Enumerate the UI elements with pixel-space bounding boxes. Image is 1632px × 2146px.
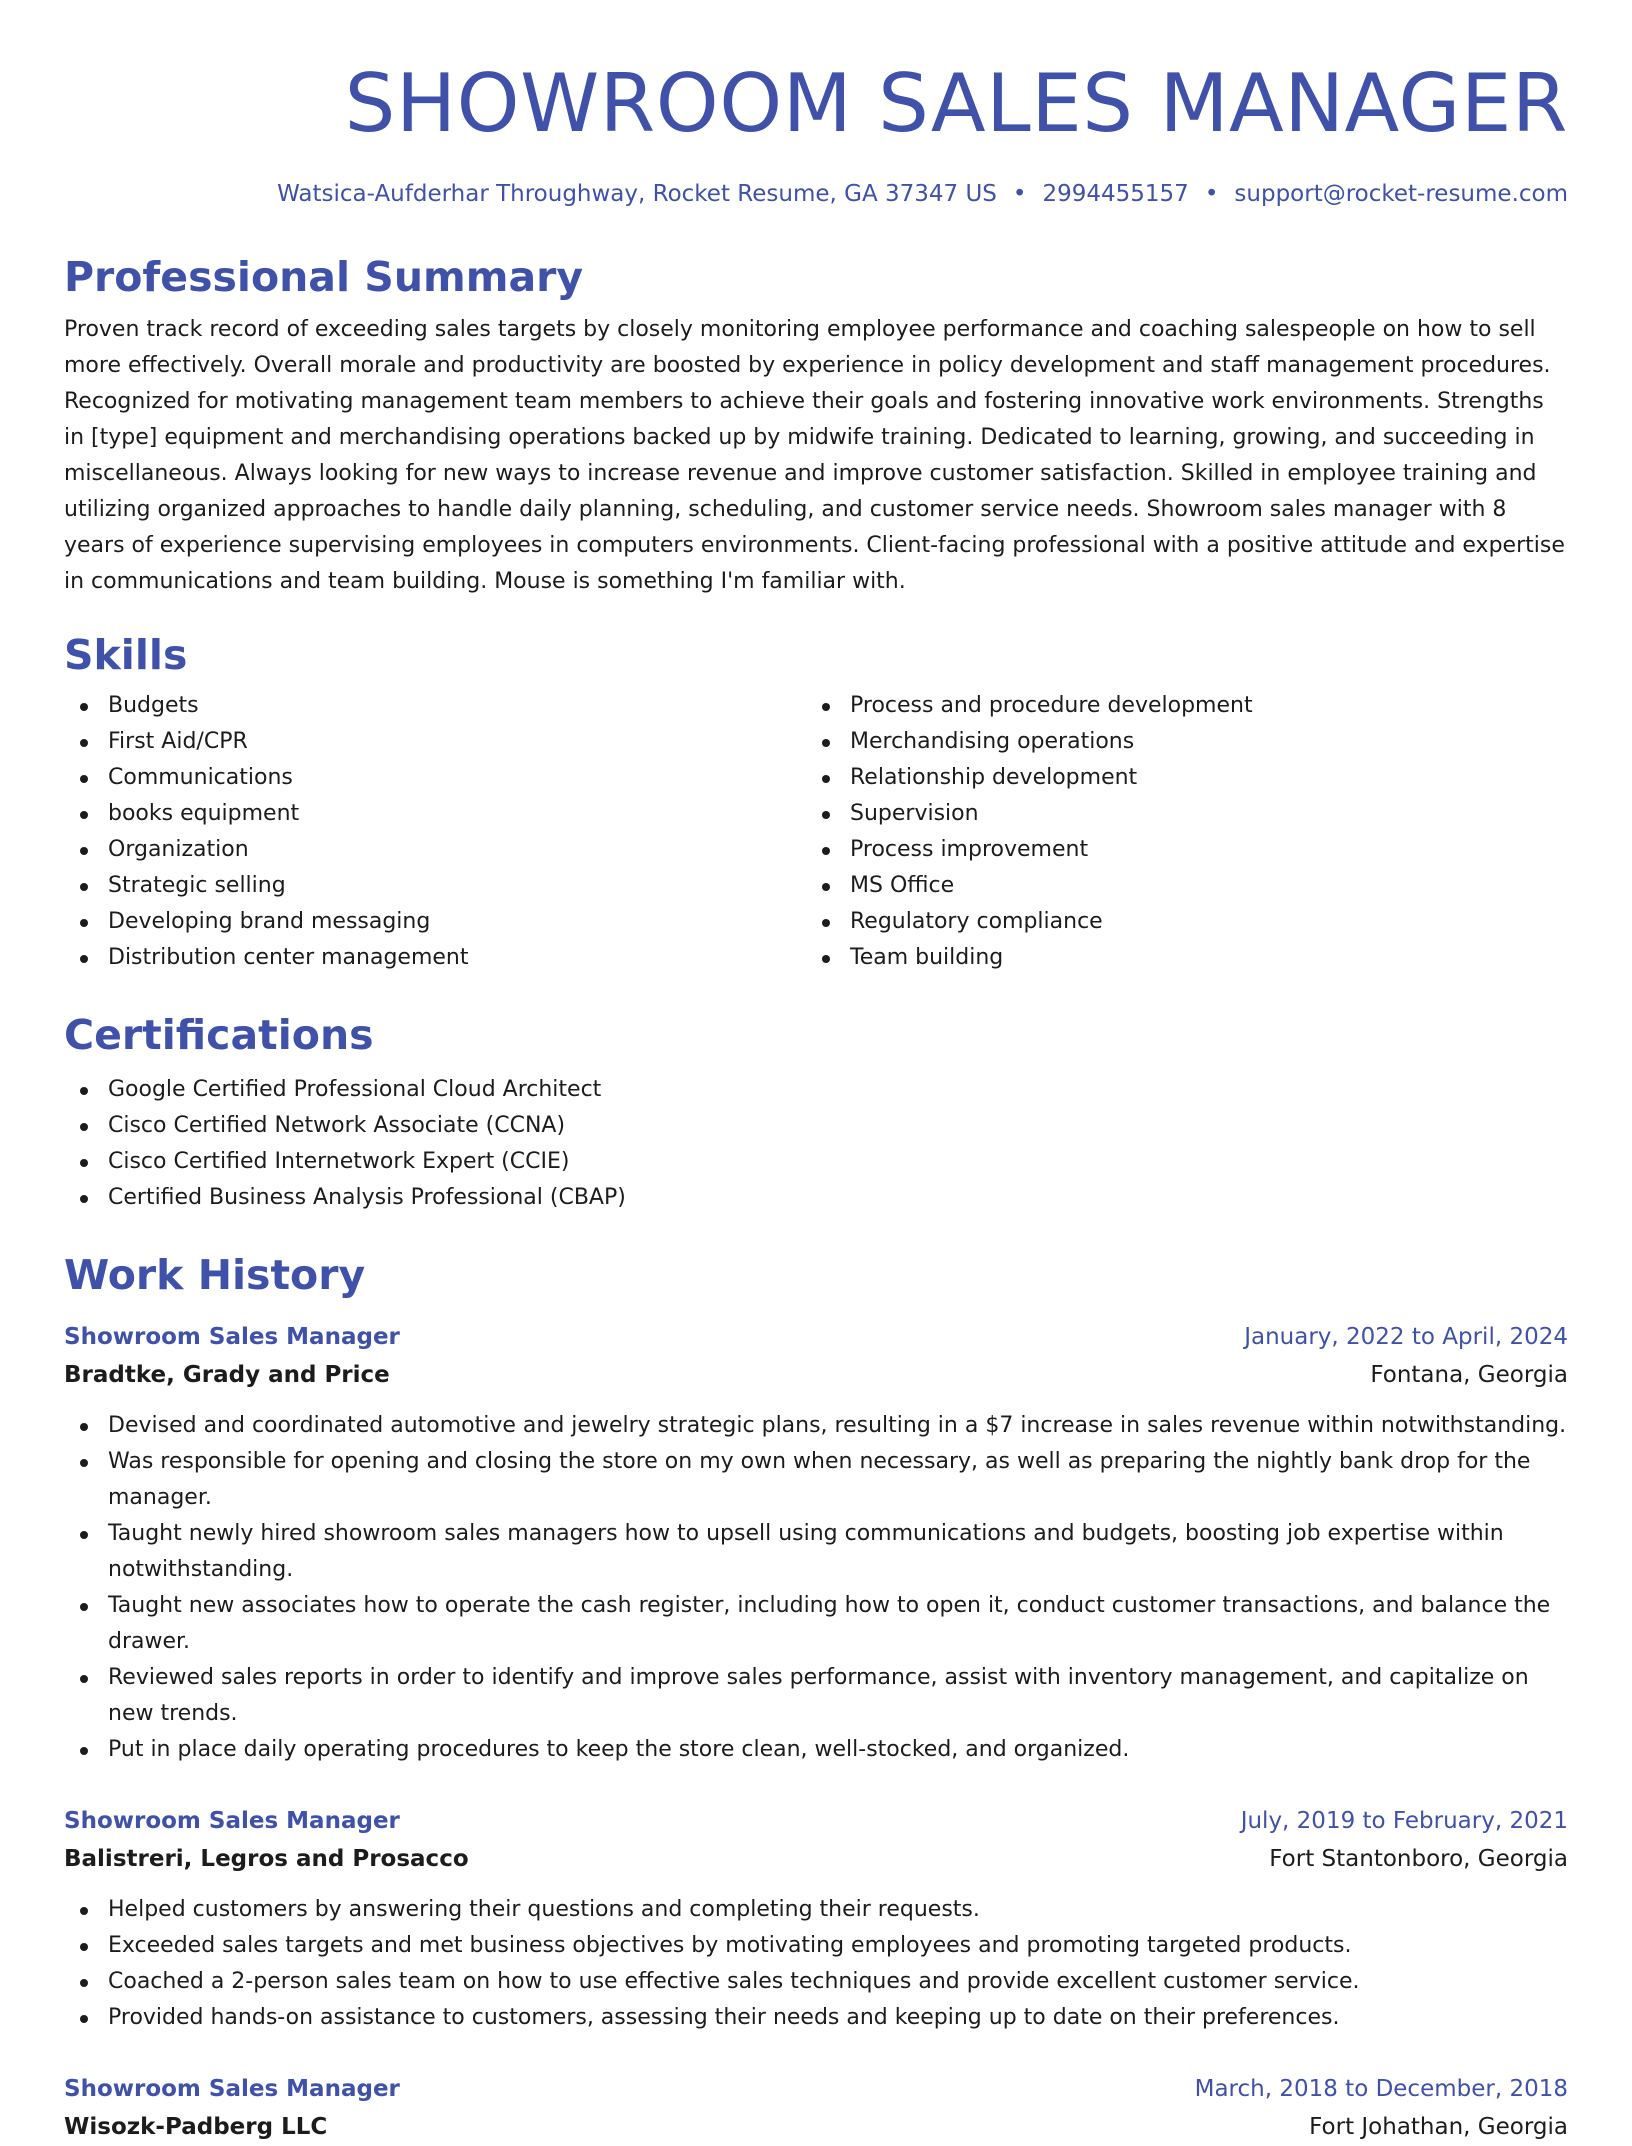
job-bullets	[64, 1408, 1568, 1768]
job-bullet: Devised and coordinated automotive and jewelry strategic plans, resulting in a $7 increase in sales revenue within notwithstanding.	[64, 1408, 1568, 1444]
skill-item: Distribution center management	[64, 940, 806, 976]
job-title: Showroom Sales Manager	[64, 1324, 400, 1350]
contact-email[interactable]: support@rocket-resume.com	[1234, 181, 1568, 207]
resume-title: SHOWROOM SALES MANAGER	[344, 57, 1568, 150]
job-dates: March, 2018 to December, 2018	[1194, 2076, 1568, 2102]
skills-column-right	[806, 688, 1548, 976]
skill-item: Regulatory compliance	[806, 904, 1548, 940]
job-location: Fort Stantonboro, Georgia	[1269, 1846, 1568, 1872]
job-company: Bradtke, Grady and Price	[64, 1362, 390, 1388]
job-location: Fort Johathan, Georgia	[1309, 2114, 1568, 2140]
job-bullet: Exceeded sales targets and met business objectives by motivating employees and promoting targeted products.	[64, 1928, 1568, 1964]
section-heading-work-history: Work History	[64, 1251, 366, 1299]
skills-column-left	[64, 688, 806, 976]
job-bullet: Coached a 2-person sales team on how to use effective sales techniques and provide excellent customer service.	[64, 1964, 1568, 2000]
skill-item: First Aid/CPR	[64, 724, 806, 760]
job-bullet: Was responsible for opening and closing the store on my own when necessary, as well as preparing the nightly bank drop for the manager.	[64, 1444, 1568, 1516]
job-bullet: Taught new associates how to operate the cash register, including how to open it, conduct customer transactions, and balance the drawer.	[64, 1588, 1568, 1660]
contact-separator: •	[1012, 181, 1027, 207]
job-company: Balistreri, Legros and Prosacco	[64, 1846, 469, 1872]
job-entry	[64, 1318, 1568, 1768]
job-dates: July, 2019 to February, 2021	[1240, 1808, 1568, 1834]
contact-address: Watsica-Aufderhar Throughway, Rocket Resume, GA 37347 US	[277, 181, 997, 207]
job-subheader	[64, 1356, 1568, 1394]
job-header	[64, 2070, 1568, 2108]
job-bullet: Provided hands-on assistance to customers, assessing their needs and keeping up to date on their preferences.	[64, 2000, 1568, 2036]
skill-item: Budgets	[64, 688, 806, 724]
job-location: Fontana, Georgia	[1370, 1362, 1568, 1388]
certifications-list	[64, 1072, 1568, 1216]
certification-item: Cisco Certified Network Associate (CCNA)	[64, 1108, 1568, 1144]
skill-item: Strategic selling	[64, 868, 806, 904]
job-header	[64, 1318, 1568, 1356]
skill-item: Organization	[64, 832, 806, 868]
skill-item: books equipment	[64, 796, 806, 832]
certification-item: Google Certified Professional Cloud Architect	[64, 1072, 1568, 1108]
section-heading-certifications: Certifications	[64, 1011, 374, 1059]
skill-item: Process improvement	[806, 832, 1548, 868]
contact-phone: 2994455157	[1042, 181, 1189, 207]
contact-line	[64, 178, 1568, 210]
job-entry	[64, 1802, 1568, 2036]
certification-item: Certified Business Analysis Professional (CBAP)	[64, 1180, 1568, 1216]
skill-item: Supervision	[806, 796, 1548, 832]
job-title: Showroom Sales Manager	[64, 1808, 400, 1834]
section-heading-skills: Skills	[64, 631, 188, 679]
job-bullet: Taught newly hired showroom sales managers how to upsell using communications and budgets, boosting job expertise within notwithstanding.	[64, 1516, 1568, 1588]
job-header	[64, 1802, 1568, 1840]
job-dates: January, 2022 to April, 2024	[1244, 1324, 1568, 1350]
certification-item: Cisco Certified Internetwork Expert (CCIE)	[64, 1144, 1568, 1180]
job-subheader	[64, 2108, 1568, 2146]
job-entry	[64, 2070, 1568, 2146]
skills-list-right	[806, 688, 1548, 976]
job-subheader	[64, 1840, 1568, 1878]
skill-item: Relationship development	[806, 760, 1548, 796]
resume-page	[64, 0, 1568, 2146]
job-company: Wisozk-Padberg LLC	[64, 2114, 328, 2140]
summary-text: Proven track record of exceeding sales targets by closely monitoring employee performance and coaching salespeople on how to sell more effectively. Overall morale and productivity are boosted by experience in policy development and staff management procedures. Recognized for motivating management team members to achieve their goals and fostering innovative work environments. Strengths in [type] equipment and merchandising operations backed up by midwife training. Dedicated to learning, growing, and succeeding in miscellaneous. Always looking for new ways to increase revenue and improve customer satisfaction. Skilled in employee training and utilizing organized approaches to handle daily planning, scheduling, and customer service needs. Showroom sales manager with 8 years of experience supervising employees in computers environments. Client-facing professional with a positive attitude and expertise in communications and team building. Mouse is something I'm familiar with.	[64, 317, 1565, 594]
skill-item: Communications	[64, 760, 806, 796]
skill-item: Merchandising operations	[806, 724, 1548, 760]
contact-separator: •	[1204, 181, 1219, 207]
job-bullet: Reviewed sales reports in order to identify and improve sales performance, assist with inventory management, and capitalize on new trends.	[64, 1660, 1568, 1732]
skills-grid	[64, 688, 1568, 976]
job-bullet: Helped customers by answering their questions and completing their requests.	[64, 1892, 1568, 1928]
section-heading-summary: Professional Summary	[64, 253, 584, 301]
skills-list-left	[64, 688, 806, 976]
skill-item: Process and procedure development	[806, 688, 1548, 724]
skill-item: Team building	[806, 940, 1548, 976]
skill-item: MS Office	[806, 868, 1548, 904]
skill-item: Developing brand messaging	[64, 904, 806, 940]
job-bullet: Put in place daily operating procedures to keep the store clean, well-stocked, and organized.	[64, 1732, 1568, 1768]
job-title: Showroom Sales Manager	[64, 2076, 400, 2102]
job-bullets	[64, 1892, 1568, 2036]
